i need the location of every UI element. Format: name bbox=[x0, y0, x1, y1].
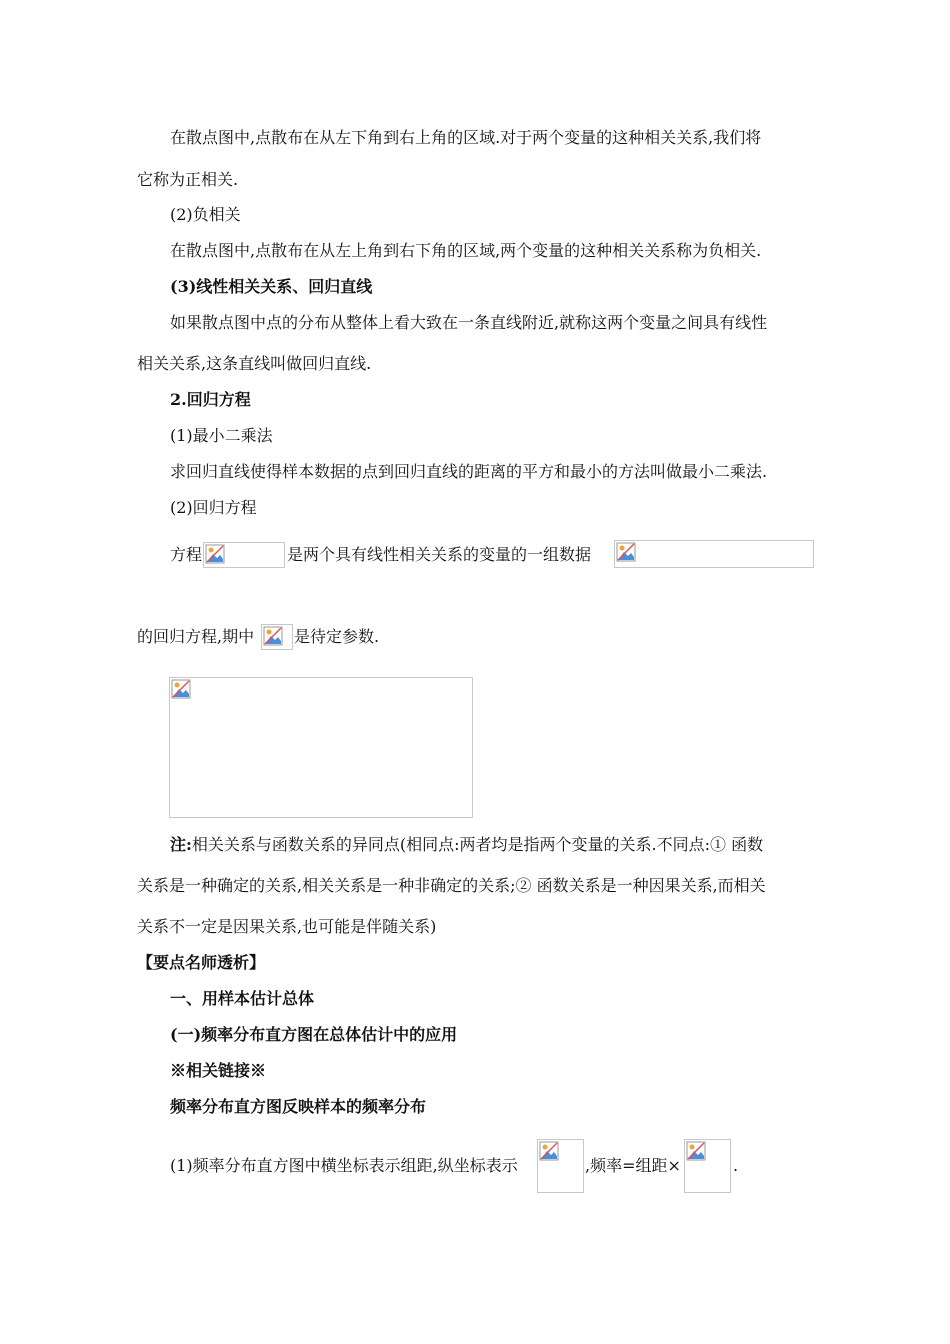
paragraph-linear-line1: 如果散点图中点的分布从整体上看大致在一条直线附近,就称这两个变量之间具有线性 bbox=[170, 313, 768, 332]
vertical-axis-image bbox=[537, 1139, 584, 1193]
paragraph-negative: 在散点图中,点散布在从左上角到右下角的区域,两个变量的这种相关关系称为负相关. bbox=[170, 241, 762, 260]
note-text-1: 相关关系与函数关系的异同点(相同点:两者均是指两个变量的关系.不同点:① 函数 bbox=[191, 835, 764, 854]
note-line3: 关系不一定是因果关系,也可能是伴随关系) bbox=[137, 917, 437, 936]
histogram-text-a: (1)频率分布直方图中横坐标表示组距,纵坐标表示 bbox=[170, 1156, 518, 1175]
heading-histogram-application: (一)频率分布直方图在总体估计中的应用 bbox=[170, 1025, 458, 1044]
broken-image-icon bbox=[171, 679, 191, 699]
parameter-image bbox=[261, 624, 293, 650]
heading-histogram-reflects: 频率分布直方图反映样本的频率分布 bbox=[170, 1097, 427, 1116]
equation-text-c: 的回归方程,期中 bbox=[137, 627, 255, 646]
equation-text-a: 方程 bbox=[170, 545, 203, 564]
broken-image-icon bbox=[205, 544, 225, 564]
equation-text-d: 是待定参数. bbox=[294, 627, 380, 646]
paragraph-positive-line2: 它称为正相关. bbox=[137, 170, 239, 189]
histogram-text-b: ,频率=组距× bbox=[585, 1156, 681, 1175]
heading-key-points: 【要点名师透析】 bbox=[137, 953, 266, 972]
heading-sample-estimate: 一、用样本估计总体 bbox=[170, 989, 315, 1008]
heading-regression-eq-2: (2)回归方程 bbox=[170, 498, 257, 517]
equation-image bbox=[203, 542, 285, 568]
broken-image-icon bbox=[539, 1141, 559, 1161]
paragraph-linear-line2: 相关关系,这条直线叫做回归直线. bbox=[137, 354, 372, 373]
heading-linear-correlation: (3)线性相关关系、回归直线 bbox=[170, 277, 373, 296]
note-line1 bbox=[170, 834, 763, 856]
paragraph-positive-line1: 在散点图中,点散布在从左下角到右上角的区域.对于两个变量的这种相关关系,我们将 bbox=[170, 128, 762, 147]
heading-negative-correlation: (2)负相关 bbox=[170, 205, 241, 224]
heading-least-squares: (1)最小二乘法 bbox=[170, 426, 273, 445]
note-label: 注: bbox=[170, 835, 192, 854]
broken-image-icon bbox=[263, 626, 283, 646]
histogram-text-c: . bbox=[733, 1156, 739, 1175]
note-line2: 关系是一种确定的关系,相关关系是一种非确定的关系;② 函数关系是一种因果关系,而相关 bbox=[137, 876, 766, 895]
data-set-image bbox=[614, 540, 814, 568]
frequency-formula-image bbox=[684, 1139, 731, 1193]
heading-regression-equation: 2.回归方程 bbox=[170, 390, 251, 409]
figure-image bbox=[169, 677, 473, 818]
equation-text-b: 是两个具有线性相关关系的变量的一组数据 bbox=[287, 545, 592, 564]
heading-related-link: ※相关链接※ bbox=[170, 1061, 267, 1080]
paragraph-least-squares: 求回归直线使得样本数据的点到回归直线的距离的平方和最小的方法叫做最小二乘法. bbox=[170, 462, 768, 481]
broken-image-icon bbox=[686, 1141, 706, 1161]
broken-image-icon bbox=[616, 542, 636, 562]
